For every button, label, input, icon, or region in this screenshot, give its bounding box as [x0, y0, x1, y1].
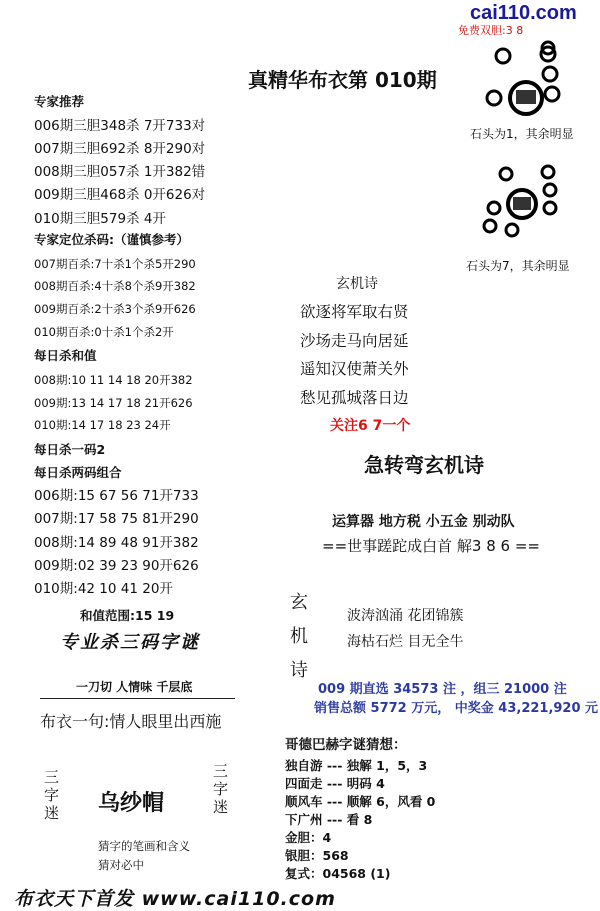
position-row: 010期百杀:0十杀1个杀2开 [34, 325, 174, 339]
expert-row: 009期三胆468杀 0开626对 [34, 187, 206, 203]
poem-line: 遥知汉使萧关外 [300, 360, 409, 378]
daily-sum-row: 009期:13 14 17 18 21开626 [34, 396, 193, 410]
free-pick-text: 免费双胆:3 8 [458, 24, 524, 37]
daily-two-row: 007期:17 58 75 81开290 [34, 511, 199, 527]
stone-diagram-1 [478, 38, 578, 120]
daily-two-row: 010期:42 10 41 20开 [34, 581, 173, 597]
expert-row: 007期三胆692杀 8开290对 [34, 141, 206, 157]
expert-row: 008期三胆057杀 1开382错 [34, 164, 206, 180]
daily-sum-row: 008期:10 11 14 18 20开382 [34, 373, 193, 387]
goethe-row: 独自游 --- 独解 1，5，3 [285, 758, 428, 773]
goethe-row: 复式：04568 (1) [285, 866, 391, 881]
three-char-riddle-right: 三字迷 [213, 762, 229, 816]
vertical-char: 玄 [290, 592, 308, 613]
focus-text: 关注6 7一个 [330, 418, 411, 434]
expert-row: 006期三胆348杀 7开733对 [34, 118, 206, 134]
sum-range: 和值范围:15 19 [80, 608, 175, 623]
position-row: 008期百杀:4十杀8个杀9开382 [34, 279, 196, 293]
turn-answer-line: ==世事蹉跎成白首 解3 8 6 == [322, 537, 540, 555]
poem-line: 愁见孤城落日边 [300, 389, 409, 407]
buyi-line: 布衣一句:情人眼里出西施 [40, 712, 222, 731]
stone-diagram-2 [478, 160, 578, 250]
vertical-char: 诗 [290, 660, 308, 681]
position-header: 专家定位杀码:（谨慎参考） [34, 232, 189, 247]
poem-line: 沙场走马向居延 [300, 332, 409, 350]
daily-two-row: 006期:15 67 56 71开733 [34, 488, 199, 504]
riddle-words: 一刀切 人情味 千层底 [76, 680, 193, 694]
guess-hint: 猜字的笔画和含义 [98, 839, 190, 853]
daily-sum-header: 每日杀和值 [34, 348, 97, 363]
sales-line: 销售总额 5772 万元， 中奖金 43,221,920 元 [314, 701, 599, 716]
page-title: 真精华布衣第 010期 [248, 68, 437, 92]
vertical-char: 机 [290, 626, 308, 647]
position-row: 007期百杀:7十杀1个杀5开290 [34, 257, 196, 271]
daily-two-header: 每日杀两码组合 [34, 465, 122, 480]
goethe-row: 顺风车 --- 顺解 6，风看 0 [285, 794, 436, 809]
xj-line: 波涛汹涌 花团锦簇 [347, 608, 464, 624]
goethe-row: 下广州 --- 看 8 [285, 812, 373, 827]
footer-text: 布衣天下首发 www.cai110.com [14, 888, 336, 910]
goethe-title: 哥德巴赫字谜猜想： [285, 737, 407, 753]
daily-two-row: 008期:14 89 48 91开382 [34, 535, 199, 551]
three-char-riddle-left: 三字迷 [44, 768, 60, 822]
poem-line: 欲逐将军取右贤 [300, 303, 409, 321]
divider [40, 698, 235, 699]
turn-line: 运算器 地方税 小五金 别动队 [332, 514, 515, 530]
daily-one-header: 每日杀一码2 [34, 442, 106, 457]
expert-row: 010期三胆579杀 4开 [34, 211, 166, 227]
stone-caption: 石头为1，其余明显 [470, 127, 574, 141]
turn-poem-title: 急转弯玄机诗 [364, 453, 484, 477]
site-logo: cai110.com [470, 2, 577, 24]
daily-sum-row: 010期:14 17 18 23 24开 [34, 418, 171, 432]
poem-title: 玄机诗 [336, 276, 378, 292]
expert-header: 专家推荐 [34, 94, 85, 109]
goethe-row: 金胆：4 [285, 830, 332, 845]
stone-caption: 石头为7，其余明显 [466, 259, 570, 273]
xj-line: 海枯石烂 目无全牛 [347, 634, 464, 650]
goethe-row: 银胆：568 [285, 848, 349, 863]
riddle-banner: 专业杀三码字谜 [60, 632, 200, 653]
goethe-row: 四面走 --- 明码 4 [285, 776, 385, 791]
sales-line: 009 期直选 34573 注 ，组三 21000 注 [318, 682, 567, 697]
position-row: 009期百杀:2十杀3个杀9开626 [34, 302, 196, 316]
center-word: 乌纱帽 [98, 791, 165, 816]
daily-two-row: 009期:02 39 23 90开626 [34, 558, 199, 574]
guess-hint: 猜对必中 [98, 858, 144, 872]
